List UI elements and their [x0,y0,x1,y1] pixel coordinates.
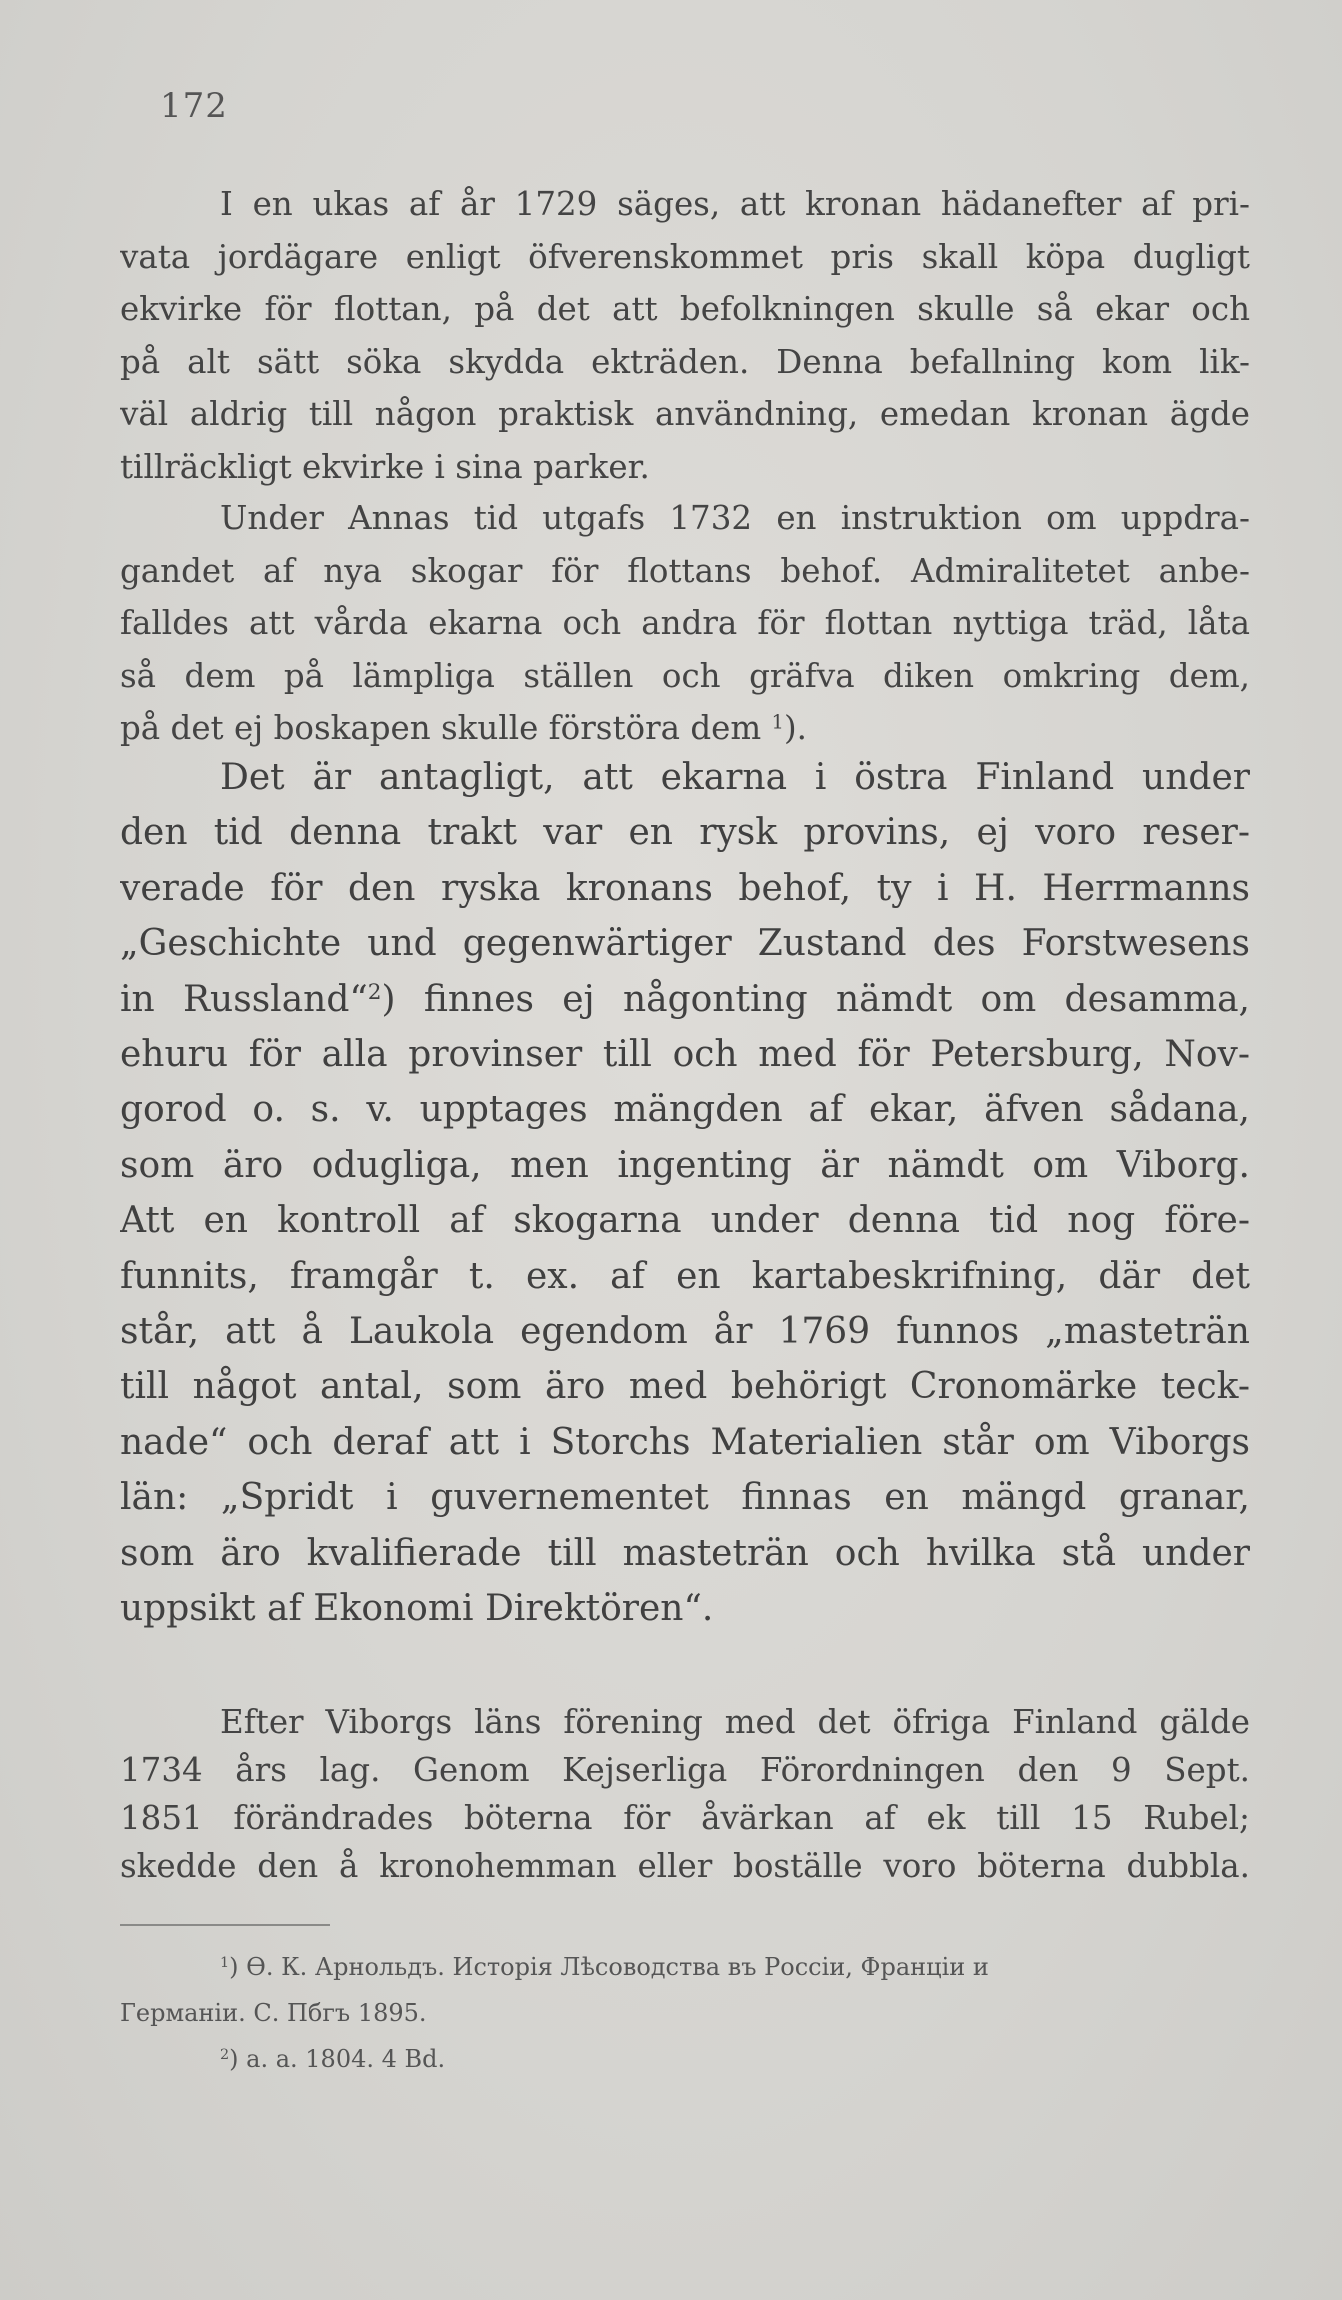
text-line: Under Annas tid utgafs 1732 en instruktion om uppdra- [220,499,1250,537]
text-line: gorod o. s. v. upptages mängden af ekar, äfven sådana, [120,1089,1250,1131]
text-line: som äro odugliga, men ingenting är nämdt om Viborg. [120,1144,1250,1186]
footnote-2: $^2$) a. a. 1804. 4 Bd. [220,2045,446,2073]
text-line: den tid denna trakt var en rysk provins, ej voro reser- [120,812,1250,854]
footnote-1-continued: Германіи. С. Пбгъ 1895. [120,1999,427,2027]
text-line: skedde den å kronohemman eller boställe voro böterna dubbla. [120,1847,1250,1885]
text-line: 1734 års lag. Genom Kejserliga Förordningen den 9 Sept. [120,1751,1250,1789]
footnote-ref-1: 1 [771,710,784,734]
text-line: som äro kvalifierade till masteträn och hvilka stå under [120,1532,1250,1574]
text-line: vata jordägare enligt öfverenskommet pris skall köpa dugligt [120,237,1250,276]
text-line: väl aldrig till någon praktisk användning, emedan kronan ägde [120,395,1250,433]
text-line: in Russland“$^2$) finnes ej någonting nämdt om desamma, [120,978,1250,1020]
footnotes [120,1944,1250,2082]
page-number: 172 [160,86,228,126]
text-line: nade“ och deraf att i Storchs Materialien står om Viborgs [120,1421,1250,1463]
text-line: funnits, framgår t. ex. af en kartabeskrifning, där det [120,1255,1250,1297]
text-line: I en ukas af år 1729 säges, att kronan hädanefter af pri- [220,185,1250,223]
text-line: falldes att vårda ekarna och andra för flottan nyttiga träd, låta [120,604,1250,642]
paragraph-ostra-finland [120,750,1250,1637]
paragraph-ukas-1729 [120,178,1250,493]
text-line: på alt sätt söka skydda ekträden. Denna befallning kom lik- [120,342,1250,381]
text-line: uppsikt af Ekonomi Direktören“. [120,1588,714,1630]
text-line: ehuru för alla provinser till och med för Petersburg, Nov- [120,1034,1250,1076]
footnote-divider [120,1924,330,1926]
footnote-1: $^1$) Ө. К. Арнольдъ. Исторія Лѣсоводства въ Россіи, Франціи и [220,1953,989,1981]
text-line: står, att å Laukola egendom år 1769 funnos „masteträn [120,1311,1250,1353]
paragraph-viborgs-lan [120,1698,1250,1890]
text-line: „Geschichte und gegenwärtiger Zustand des Forstwesens [120,923,1250,965]
text-line: så dem på lämpliga ställen och gräfva diken omkring dem, [120,656,1250,695]
text-line: tillräckligt ekvirke i sina parker. [120,447,650,486]
text-line: 1851 förändrades böterna för åvärkan af ek till 15 Rubel; [120,1799,1250,1837]
text-line: län: „Spridt i guvernementet finnas en mängd granar, [120,1477,1250,1519]
text-line: på det ej boskapen skulle förstöra dem $^1$). [120,709,807,747]
footnote-ref-2: 2 [367,979,382,1005]
text-line: Efter Viborgs läns förening med det öfriga Finland gälde [220,1703,1250,1741]
text-line: Att en kontroll af skogarna under denna tid nog före- [120,1200,1250,1242]
text-line: Det är antagligt, att ekarna i östra Finland under [220,757,1250,798]
text-line: verade för den ryska kronans behof, ty i H. Herrmanns [120,867,1250,909]
text-line: till något antal, som äro med behörigt Cronomärke teck- [120,1366,1250,1408]
text-line: ekvirke för flottan, på det att befolkningen skulle så ekar och [120,290,1250,328]
paragraph-annas-tid [120,492,1250,755]
text-line: gandet af nya skogar för flottans behof. Admiralitetet anbe- [120,551,1250,590]
